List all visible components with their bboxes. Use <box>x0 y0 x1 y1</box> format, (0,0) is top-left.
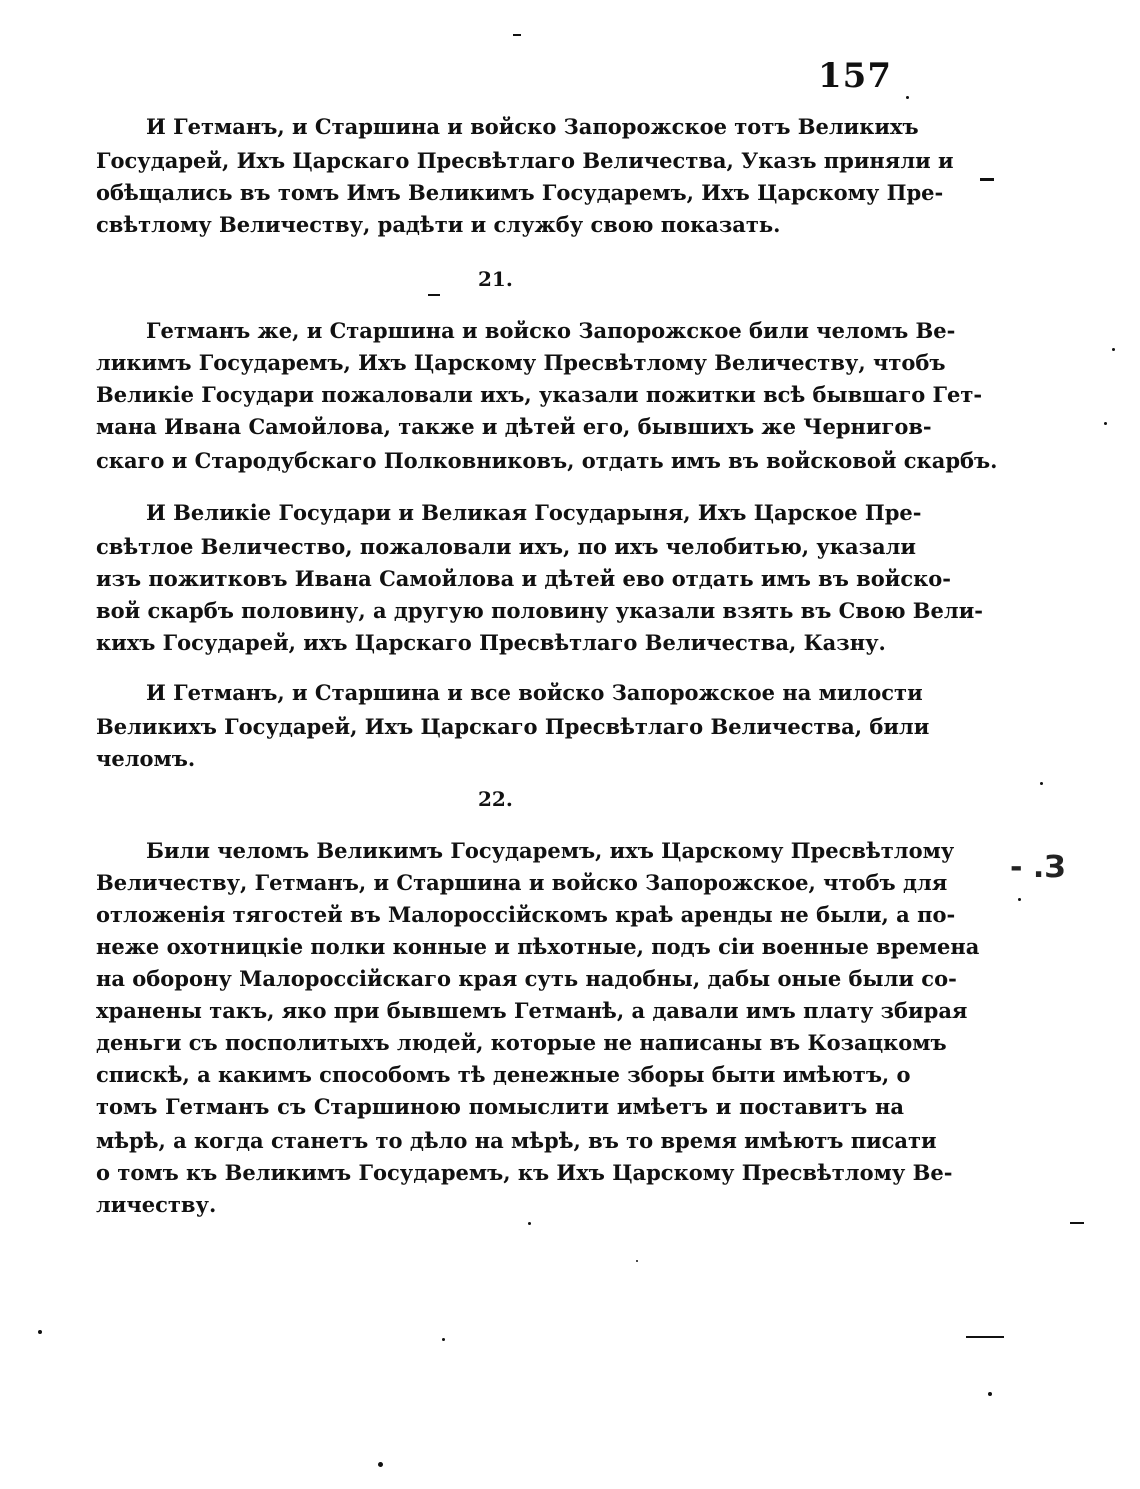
scan-speck <box>1040 782 1043 785</box>
text-line: И Великіе Государи и Великая Государыня, Ихъ Царское Пре- <box>146 500 922 525</box>
text-line: изъ пожитковъ Ивана Самойлова и дѣтей ево отдать имъ въ войско- <box>96 566 952 591</box>
text-line: Били челомъ Великимъ Государемъ, ихъ Царскому Пресвѣтлому <box>146 838 955 863</box>
scan-speck <box>1112 348 1115 351</box>
text-line: челомъ. <box>96 746 196 771</box>
text-line: Государей, Ихъ Царскаго Пресвѣтлаго Величества, Указъ приняли и <box>96 148 954 173</box>
text-line: деньги съ посполитыхъ людей, которые не написаны въ Козацкомъ <box>96 1030 947 1055</box>
text-line: свѣтлому Величеству, радѣти и службу свою показать. <box>96 212 781 237</box>
scan-speck <box>966 1336 1004 1338</box>
text-line: мѣрѣ, а когда станетъ то дѣло на мѣрѣ, въ то время имѣютъ писати <box>96 1128 937 1153</box>
text-line: ликимъ Государемъ, Ихъ Царскому Пресвѣтлому Величеству, чтобъ <box>96 350 946 375</box>
text-line: мана Ивана Самойлова, также и дѣтей его, бывшихъ же Чернигов- <box>96 414 932 439</box>
text-line: вой скарбъ половину, а другую половину указали взять въ Свою Вели- <box>96 598 984 623</box>
section-number: 22. <box>478 787 513 811</box>
scan-speck <box>38 1330 42 1334</box>
text-line: Величеству, Гетманъ, и Старшина и войско Запорожское, чтобъ для <box>96 870 948 895</box>
text-line: Гетманъ же, и Старшина и войско Запорожское били челомъ Ве- <box>146 318 956 343</box>
scan-speck <box>1070 1222 1084 1224</box>
text-line: обѣщались въ томъ Имъ Великимъ Государемъ, Ихъ Царскому Пре- <box>96 180 944 205</box>
text-line: хранены такъ, яко при бывшемъ Гетманѣ, а давали имъ плату збирая <box>96 998 968 1023</box>
scan-speck <box>528 1222 531 1225</box>
text-line: неже охотницкіе полки конные и пѣхотные, подъ сіи военные времена <box>96 934 980 959</box>
scan-speck <box>513 34 521 36</box>
scan-speck <box>442 1338 445 1341</box>
page-number: 157 <box>818 56 892 96</box>
text-line: И Гетманъ, и Старшина и войско Запорожское тотъ Великихъ <box>146 114 919 139</box>
text-line: на оборону Малороссійскаго края суть надобны, дабы оные были со- <box>96 966 957 991</box>
scan-speck <box>1104 422 1107 425</box>
scan-speck <box>636 1260 638 1262</box>
scan-speck <box>378 1462 383 1467</box>
text-line: Великихъ Государей, Ихъ Царскаго Пресвѣтлаго Величества, били <box>96 714 930 739</box>
margin-note: - .З <box>1010 850 1066 885</box>
text-line: Великіе Государи пожаловали ихъ, указали пожитки всѣ бывшаго Гет- <box>96 382 983 407</box>
text-line: И Гетманъ, и Старшина и все войско Запорожское на милости <box>146 680 923 705</box>
text-line: спискѣ, а какимъ способомъ тѣ денежные зборы быти имѣютъ, о <box>96 1062 911 1087</box>
scan-speck <box>428 294 440 296</box>
section-number: 21. <box>478 267 513 291</box>
text-line: отложенія тягостей въ Малороссійскомъ краѣ аренды не были, а по- <box>96 902 956 927</box>
text-line: о томъ къ Великимъ Государемъ, къ Ихъ Царскому Пресвѣтлому Ве- <box>96 1160 953 1185</box>
text-line: свѣтлое Величество, пожаловали ихъ, по ихъ челобитью, указали <box>96 534 916 559</box>
text-line: кихъ Государей, ихъ Царскаго Пресвѣтлаго Величества, Казну. <box>96 630 886 655</box>
text-line: личеству. <box>96 1192 217 1217</box>
scan-speck <box>980 178 994 181</box>
scan-speck <box>1018 898 1021 901</box>
scan-speck <box>988 1392 992 1396</box>
text-line: томъ Гетманъ съ Старшиною помыслити имѣетъ и поставитъ на <box>96 1094 904 1119</box>
scan-speck <box>906 96 909 99</box>
text-line: скаго и Стародубскаго Полковниковъ, отдать имъ въ войсковой скарбъ. <box>96 448 998 473</box>
